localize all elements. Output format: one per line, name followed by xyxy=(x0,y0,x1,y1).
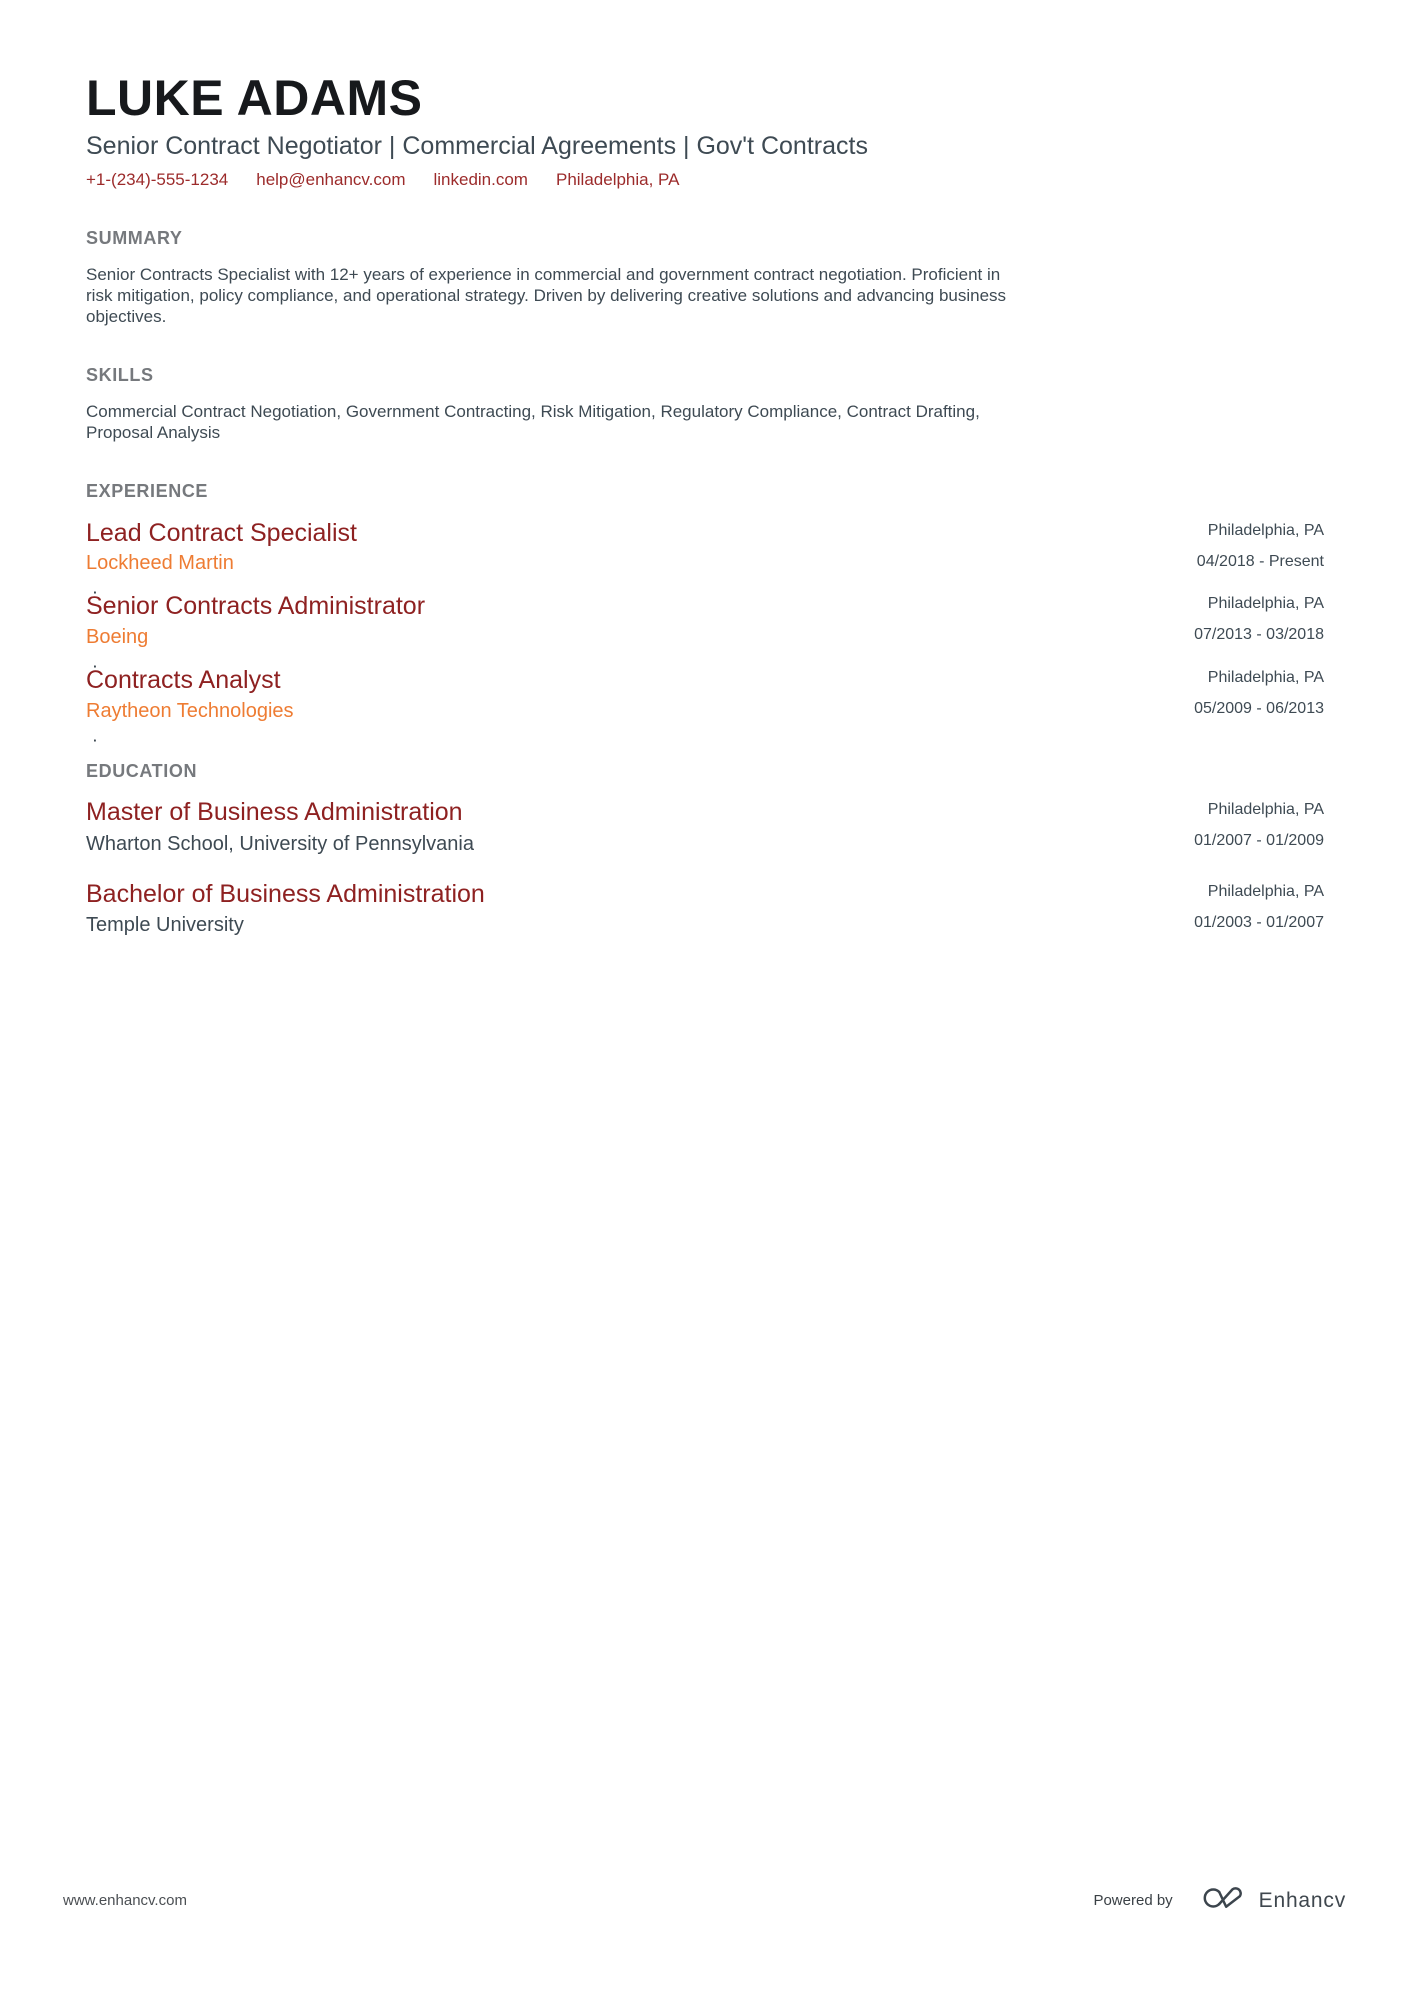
experience-section xyxy=(86,481,1324,723)
job-title: Contracts Analyst xyxy=(86,666,281,694)
candidate-name: LUKE ADAMS xyxy=(86,70,423,126)
job-dates: 04/2018 - Present xyxy=(1196,552,1324,570)
summary-section xyxy=(86,228,1324,327)
experience-entry-header xyxy=(86,666,1324,723)
job-dates: 07/2013 - 03/2018 xyxy=(1194,626,1324,644)
job-company: Raytheon Technologies xyxy=(86,699,294,722)
degree-school: Wharton School, University of Pennsylvania xyxy=(86,832,474,855)
summary-text: Senior Contracts Specialist with 12+ years of experience in commercial and government contract negotiation. Proficient in risk mitigation, policy compliance, and operational strategy. Driven by delivering creative solutions and advancing business objectives. xyxy=(86,264,1007,326)
degree-title: Master of Business Administration xyxy=(86,797,463,826)
education-entry-header xyxy=(86,798,1324,856)
contact-item[interactable]: Philadelphia, PA xyxy=(555,169,680,189)
experience-entry-meta xyxy=(1197,519,1324,571)
footer-brand-group xyxy=(1093,1884,1346,1917)
contact-item[interactable]: linkedin.com xyxy=(433,169,528,189)
job-title: Senior Contracts Administrator xyxy=(86,592,426,621)
experience-entry-header xyxy=(86,592,1324,649)
powered-by-label: Powered by xyxy=(1093,1892,1173,1909)
degree-location: Philadelphia, PA xyxy=(1207,882,1324,900)
summary-heading: SUMMARY xyxy=(86,227,183,248)
skills-section xyxy=(86,365,1324,443)
page-footer xyxy=(0,1884,1410,1917)
experience-entry-header xyxy=(86,519,1324,576)
experience-entry-left xyxy=(86,592,425,649)
degree-location: Philadelphia, PA xyxy=(1207,800,1324,818)
education-section xyxy=(86,761,1324,938)
job-title: Lead Contract Specialist xyxy=(86,518,357,547)
enhancv-logo-icon[interactable] xyxy=(1199,1884,1245,1917)
contact-item[interactable]: +1-(234)-555-1234 xyxy=(86,169,229,189)
degree-school: Temple University xyxy=(86,914,244,937)
job-location: Philadelphia, PA xyxy=(1207,669,1324,686)
experience-entry-meta xyxy=(1194,666,1324,718)
enhancv-brand-name[interactable]: Enhancv xyxy=(1258,1888,1346,1912)
education-entry-meta xyxy=(1194,880,1324,932)
education-heading: EDUCATION xyxy=(86,760,198,781)
job-location: Philadelphia, PA xyxy=(1207,595,1324,613)
experience-heading: EXPERIENCE xyxy=(86,480,209,501)
experience-entry xyxy=(86,666,1324,723)
experience-entry xyxy=(86,519,1324,576)
education-entry-left xyxy=(86,798,474,856)
resume-content xyxy=(0,0,1410,937)
experience-entry-left xyxy=(86,519,357,576)
skills-text: Commercial Contract Negotiation, Government Contracting, Risk Mitigation, Regulatory Compliance, Contract Drafting, Proposal Analysis xyxy=(86,401,980,442)
job-company: Lockheed Martin xyxy=(86,552,234,575)
experience-entry xyxy=(86,592,1324,649)
job-dates: 05/2009 - 06/2013 xyxy=(1194,700,1324,717)
education-entry-left xyxy=(86,880,485,938)
degree-dates: 01/2007 - 01/2009 xyxy=(1194,831,1324,849)
job-location: Philadelphia, PA xyxy=(1207,521,1324,539)
experience-entry-left xyxy=(86,666,294,723)
degree-title: Bachelor of Business Administration xyxy=(86,879,485,908)
resume-header xyxy=(86,72,1324,190)
education-entry-header xyxy=(86,880,1324,938)
education-entry xyxy=(86,880,1324,938)
education-entry xyxy=(86,798,1324,856)
skills-heading: SKILLS xyxy=(86,364,154,385)
degree-dates: 01/2003 - 01/2007 xyxy=(1194,913,1324,931)
candidate-headline: Senior Contract Negotiator | Commercial Agreements | Gov't Contracts xyxy=(86,131,868,160)
footer-website-link[interactable]: www.enhancv.com xyxy=(63,1892,187,1909)
contact-row xyxy=(86,170,1324,190)
education-entry-meta xyxy=(1194,798,1324,850)
contact-item[interactable]: help@enhancv.com xyxy=(256,169,406,189)
job-company: Boeing xyxy=(86,626,149,648)
experience-entry-meta xyxy=(1194,592,1324,644)
